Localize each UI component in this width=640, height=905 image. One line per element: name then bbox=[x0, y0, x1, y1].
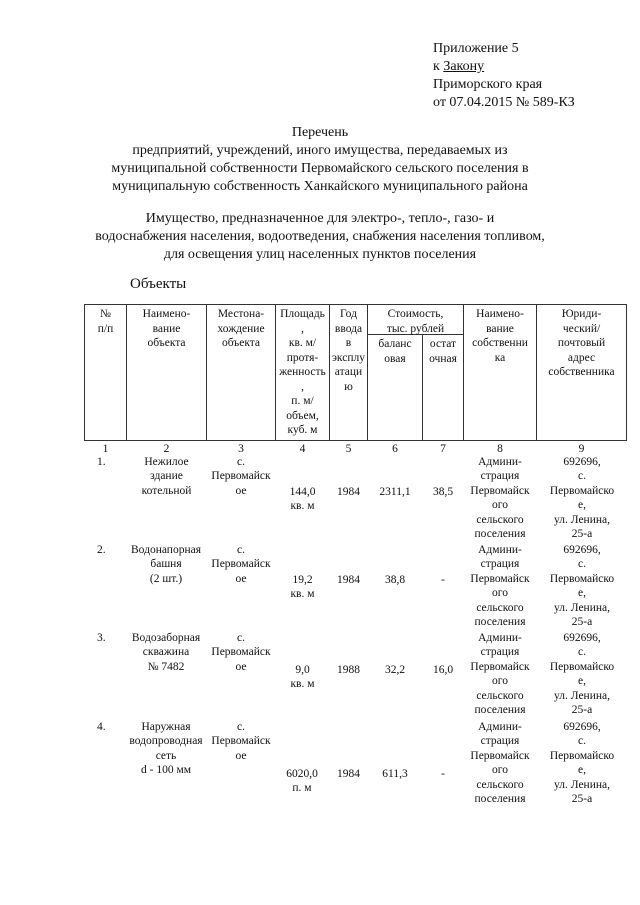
header-area: Площадь , кв. м/ протя- женность , п. м/ объем, куб. м bbox=[279, 308, 326, 436]
column-number: 2 bbox=[163, 443, 170, 455]
row-year: 1988 bbox=[337, 664, 360, 676]
appendix-law-line bbox=[433, 58, 484, 76]
header-cost: Стоимость, тыс. рублей bbox=[386, 308, 445, 335]
header-bottom-border bbox=[84, 440, 627, 441]
row-address: 692696, с. Первомайско е, ул. Ленина, 25-а bbox=[549, 544, 615, 629]
subtitle-line-1: Имущество, предназначенное для электро-, тепло-, газо- и bbox=[145, 211, 495, 226]
header-location: Местона- хождение объекта bbox=[217, 308, 265, 349]
row-name: Водонапорная башня (2 шт.) bbox=[131, 544, 201, 585]
header-owner-address: Юриди- ческий/ почтовый адрес собственника bbox=[548, 308, 615, 378]
column-number: 6 bbox=[392, 443, 398, 455]
header-owner-name: Наимено- вание собственни ка bbox=[472, 308, 528, 364]
title-line-3: муниципальной собственности Первомайского сельского поселения в bbox=[111, 161, 529, 176]
row-balance: 38,8 bbox=[384, 574, 406, 586]
table-top-border bbox=[84, 304, 627, 305]
title-line-2: предприятий, учреждений, иного имущества, передаваемых из bbox=[132, 143, 508, 158]
row-area: 144,0 кв. м bbox=[289, 486, 316, 513]
row-residual: 38,5 bbox=[432, 486, 454, 498]
row-name: Нежилое здание котельной bbox=[141, 456, 192, 497]
row-balance: 2311,1 bbox=[379, 486, 411, 498]
row-address: 692696, с. Первомайско е, ул. Ленина, 25-а bbox=[549, 456, 615, 541]
row-balance: 32,2 bbox=[384, 664, 406, 676]
row-residual: - bbox=[441, 768, 445, 780]
title-line-4: муниципальную собственность Ханкайского муниципального района bbox=[112, 179, 528, 194]
row-year: 1984 bbox=[337, 486, 360, 498]
title-line-1: Перечень bbox=[291, 125, 349, 140]
appendix-region: Приморского края bbox=[433, 77, 543, 92]
column-number: 4 bbox=[299, 443, 306, 455]
row-residual: 16,0 bbox=[432, 664, 454, 676]
appendix-date: от 07.04.2015 № 589-КЗ bbox=[433, 95, 575, 110]
appendix-number: Приложение 5 bbox=[433, 41, 519, 56]
row-owner: Админи- страция Первомайск ого сельского поселения bbox=[470, 544, 530, 629]
column-number: 9 bbox=[578, 443, 585, 455]
row-num: 1. bbox=[97, 456, 106, 468]
row-residual: - bbox=[441, 574, 445, 586]
row-year: 1984 bbox=[337, 574, 360, 586]
column-number: 8 bbox=[497, 443, 503, 455]
subtitle-line-3: для освещения улиц населенных пунктов поселения bbox=[163, 247, 477, 262]
header-residual: остат очная bbox=[429, 338, 457, 365]
row-location: с. Первомайск ое bbox=[211, 544, 271, 585]
row-location: с. Первомайск ое bbox=[211, 721, 271, 762]
row-name: Водозаборная скважина № 7482 bbox=[131, 632, 201, 673]
col-border bbox=[626, 304, 627, 440]
column-number: 7 bbox=[440, 443, 446, 455]
column-number: 5 bbox=[345, 443, 352, 455]
header-num: № п/п bbox=[97, 308, 114, 335]
row-name: Наружная водопроводная сеть d - 100 мм bbox=[129, 721, 203, 777]
header-balance: баланс овая bbox=[378, 338, 412, 365]
row-area: 19,2 кв. м bbox=[290, 574, 315, 601]
row-owner: Админи- страция Первомайск ого сельского поселения bbox=[470, 721, 530, 806]
row-year: 1984 bbox=[337, 768, 360, 780]
appendix-law-prefix: к bbox=[433, 59, 444, 74]
row-area: 9,0 кв. м bbox=[290, 664, 315, 691]
law-link[interactable]: Закону bbox=[443, 59, 485, 74]
row-owner: Админи- страция Первомайск ого сельского поселения bbox=[470, 456, 530, 541]
subtitle-line-2: водоснабжения населения, водоотведения, снабжения населения топливом, bbox=[95, 229, 545, 244]
column-number: 1 bbox=[102, 443, 109, 455]
header-name: Наимено- вание объекта bbox=[142, 308, 191, 349]
row-num: 2. bbox=[97, 544, 106, 556]
row-area: 6020,0 п. м bbox=[286, 768, 318, 795]
row-address: 692696, с. Первомайско е, ул. Ленина, 25-а bbox=[549, 632, 615, 717]
objects-heading: Объекты bbox=[130, 276, 187, 292]
header-year: Год ввода в эксплу атаци ю bbox=[332, 308, 365, 393]
row-address: 692696, с. Первомайско е, ул. Ленина, 25-а bbox=[549, 721, 615, 806]
row-owner: Админи- страция Первомайск ого сельского поселения bbox=[470, 632, 530, 717]
row-location: с. Первомайск ое bbox=[211, 632, 271, 673]
row-num: 3. bbox=[97, 632, 106, 644]
row-location: с. Первомайск ое bbox=[211, 456, 271, 497]
column-number: 3 bbox=[238, 443, 244, 455]
row-balance: 611,3 bbox=[382, 768, 408, 780]
row-num: 4. bbox=[97, 721, 106, 733]
